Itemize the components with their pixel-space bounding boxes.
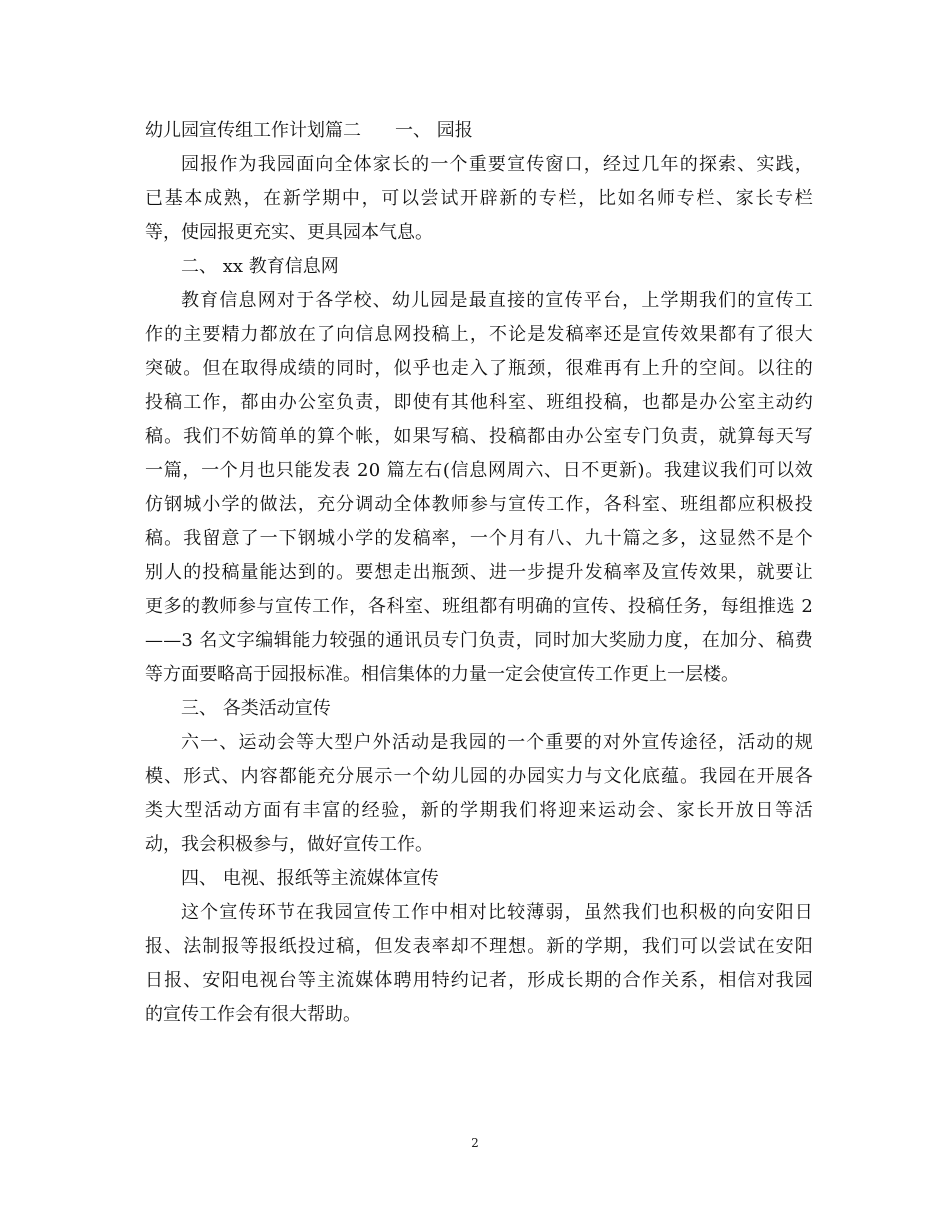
paragraph-line: 这个宣传环节在我园宣传工作中相对比较薄弱，虽然我们也积极的向安阳日 [181, 902, 813, 923]
paragraph-line: 一篇，一个月也只能发表 20 篇左右(信息网周六、日不更新)。我建议我们可以效 [145, 460, 813, 481]
paragraph-line: 突破。但在取得成绩的同时，似乎也走入了瓶颈，很难再有上升的空间。以往的 [145, 358, 813, 379]
sections-container [145, 148, 813, 1032]
document-body [145, 114, 813, 1032]
paragraph-line: 日报、安阳电视台等主流媒体聘用特约记者，形成长期的合作关系，相信对我园 [145, 970, 813, 991]
paragraph-3 [145, 726, 813, 862]
paragraph-line: 的宣传工作会有很大帮助。 [145, 1004, 361, 1025]
paragraph-line: 已基本成熟，在新学期中，可以尝试开辟新的专栏，比如名师专栏、家长专栏 [145, 188, 813, 209]
paragraph-line: 等方面要略高于园报标准。相信集体的力量一定会使宣传工作更上一层楼。 [145, 664, 739, 685]
section-heading-2: 二、 xx 教育信息网 [181, 256, 339, 277]
paragraph-line: ——3 名文字编辑能力较强的通讯员专门负责，同时加大奖励力度，在加分、稿费 [145, 630, 813, 651]
paragraph-line: 模、形式、内容都能充分展示一个幼儿园的办园实力与文化底蕴。我园在开展各 [145, 766, 813, 787]
document-title: 幼儿园宣传组工作计划篇二 [145, 120, 361, 141]
section-heading-1: 一、 园报 [395, 120, 473, 141]
paragraph-line: 更多的教师参与宣传工作，各科室、班组都有明确的宣传、投稿任务，每组推选 2 [145, 596, 813, 617]
paragraph-line: 稿。我们不妨简单的算个帐，如果写稿、投稿都由办公室专门负责，就算每天写 [145, 426, 813, 447]
paragraph-line: 教育信息网对于各学校、幼儿园是最直接的宣传平台，上学期我们的宣传工 [181, 290, 813, 311]
paragraph-line: 类大型活动方面有丰富的经验，新的学期我们将迎来运动会、家长开放日等活 [145, 800, 813, 821]
section-heading-4: 四、 电视、报纸等主流媒体宣传 [181, 868, 439, 889]
section-heading-3: 三、 各类活动宣传 [181, 698, 331, 719]
paragraph-4 [145, 896, 813, 1032]
page-number: 2 [471, 1136, 479, 1150]
paragraph-line: 别人的投稿量能达到的。要想走出瓶颈、进一步提升发稿率及宣传效果，就要让 [145, 562, 813, 583]
paragraph-line: 仿钢城小学的做法，充分调动全体教师参与宣传工作，各科室、班组都应积极投 [145, 494, 813, 515]
paragraph-line: 投稿工作，都由办公室负责，即使有其他科室、班组投稿，也都是办公室主动约 [145, 392, 813, 413]
paragraph-line: 园报作为我园面向全体家长的一个重要宣传窗口，经过几年的探索、实践， [181, 154, 813, 175]
paragraph-line: 稿。我留意了一下钢城小学的发稿率，一个月有八、九十篇之多，这显然不是个 [145, 528, 813, 549]
paragraph-2 [145, 284, 813, 692]
title-line [145, 114, 813, 148]
paragraph-line: 动，我会积极参与，做好宣传工作。 [145, 834, 433, 855]
paragraph-line: 六一、运动会等大型户外活动是我园的一个重要的对外宣传途径，活动的规 [181, 732, 813, 753]
paragraph-1 [145, 148, 813, 250]
paragraph-line: 报、法制报等报纸投过稿，但发表率却不理想。新的学期，我们可以尝试在安阳 [145, 936, 813, 957]
paragraph-line: 作的主要精力都放在了向信息网投稿上，不论是发稿率还是宣传效果都有了很大 [145, 324, 813, 345]
paragraph-line: 等，使园报更充实、更具园本气息。 [145, 222, 433, 243]
